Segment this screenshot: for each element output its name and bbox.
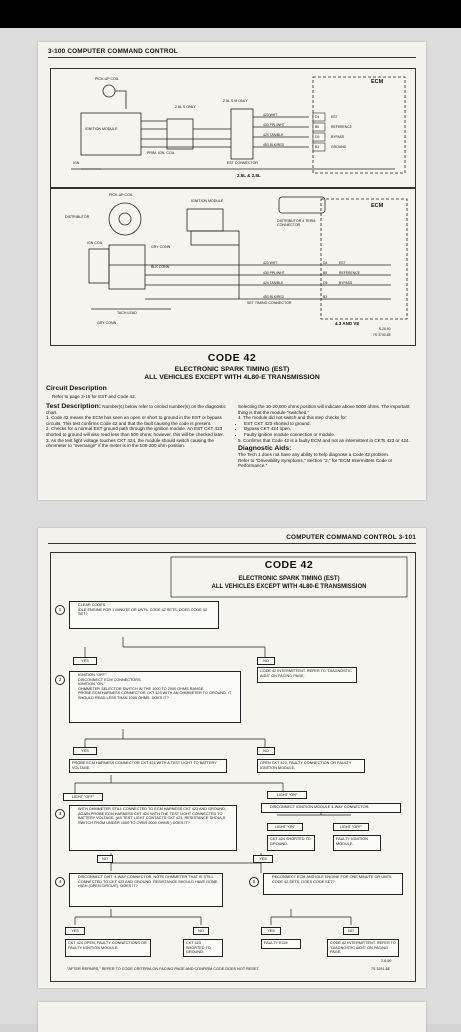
right-item-5: 5. Confirms that Code 42 is a faulty ECM and not an intermittent in CKTs 423 or 424. [238, 437, 410, 443]
wire-b4: 453 BLK/RED [263, 295, 285, 299]
diagram-ref: 7S 3700-6E [373, 333, 391, 337]
func-2: REFERENCE [331, 125, 352, 129]
chart-code-title: CODE 42 [264, 559, 314, 571]
diagnostic-chart [50, 552, 416, 982]
circuit-text: Refer to page 3-15 for EST and Code 42. [52, 394, 136, 399]
diagnostic-aids-text: The Tech 1 does not have any ability to help diagnose a Code 42 problem. [238, 452, 390, 458]
ckt423-shorted-result: CKT 423 SHORTED TO GROUND. [183, 939, 223, 957]
test-description [46, 404, 230, 449]
ign-coil-label: IGN COIL [87, 241, 103, 245]
set-timing-label: SET TIMING CONNECTOR [247, 301, 292, 305]
step-5-marker: 5 [249, 877, 259, 887]
wiring-diagram-4.3-v8 [50, 188, 416, 346]
step-2-line-5: • PROBE ECM HARNESS CONNECTOR CKT 423 WITH AN OHMMETER TO GROUND. IT SHOULD READ LESS THAN 1000 OHMS. DOES IT? [78, 691, 238, 700]
tach-lead-label: TACH LEAD [117, 311, 137, 315]
ignition-module-label: IGNITION MODULE [85, 127, 118, 131]
step-2-marker: 2 [55, 675, 65, 685]
bullet-3: • Faulty ignition module connection or module. [244, 432, 420, 438]
step-1-line-1: • CLEAR CODES. [78, 603, 216, 608]
step-5-box [263, 873, 403, 895]
engine-label: 4.3 AND V8 [335, 321, 359, 326]
no-5-result: CODE 42 INTERMITTENT. REFER TO "DIAGNOSTIC AIDS" ON FACING PAGE. [327, 939, 399, 957]
ignition-module-label-2: IGNITION MODULE [191, 199, 224, 203]
chart-subtitle-1: ELECTRONIC SPARK TIMING (EST) [238, 576, 340, 582]
gry-conn-label: GRY CONN [151, 245, 171, 249]
yes-2-action: PROBE ECM HARNESS CONNECTOR CKT 424 WITH A TEST LIGHT TO BATTERY VOLTAGE. [69, 759, 227, 773]
test-item-2: 2. Checks for a normal EST ground path through the ignition module. An EST CKT 423 shorted to ground will also read less than 500 ohms; however, this will be checked later. [46, 426, 224, 437]
pin-3: D5 [315, 135, 320, 139]
light-on-label-2: LIGHT "ON" [267, 823, 303, 831]
wire-b1: 423 WHT [263, 261, 278, 265]
est-connector-label: EST CONNECTOR [227, 161, 259, 165]
gry-conn2-label: GRY CONN [97, 321, 117, 325]
ckt424-shorted-result: CKT 424 SHORTED TO GROUND. [267, 835, 315, 851]
code-title: CODE 42 [207, 352, 257, 364]
no-2-result: OPEN CKT 423, FAULTY CONNECTION OR FAULTY IGNITION MODULE. [257, 759, 365, 773]
step-4-text: • DISCONNECT DIST. 4-WAY CONNECTOR. NOTE OHMMETER THAT IS STILL CONNECTED TO CKT 423 AND GROUND. RESISTANCE SHOULD HAVE GONE HIGH (OPEN CIRCUIT). DOES IT? [78, 875, 220, 889]
step-4-box [69, 873, 223, 907]
step-3-marker: 3 [55, 809, 65, 819]
chart-ref: 7S 3291-6E [371, 967, 390, 971]
circuit-heading: Circuit Description [46, 385, 107, 392]
step-3-box [69, 805, 237, 851]
wire-b2: 430 PPL/WHT [263, 271, 285, 275]
ecm-label: ECM [371, 79, 384, 85]
pin-b1: D4 [323, 261, 328, 265]
test-item-1: 1. Code 42 means the ECM has seen an open or short to ground in the EST or bypass circuits. This test confirms Code 42 and that the fault causing the code is present. [46, 415, 222, 426]
engines-label: 2.5L & 2.8L [237, 173, 261, 178]
faulty-module-result: FAULTY IGNITION MODULE. [333, 835, 381, 851]
pin-1: D4 [315, 115, 320, 119]
top-bar [0, 0, 461, 28]
no-label-4: NO [193, 927, 209, 935]
subtitle-2: ALL VEHICLES EXCEPT WITH 4L80-E TRANSMISSION [144, 374, 320, 381]
wire-2: 430 PPL/WHT [263, 123, 285, 127]
light-off-label-2: LIGHT "OFF" [333, 823, 369, 831]
pickup-coil-label-2: PICK-UP COIL [109, 193, 133, 197]
faulty-ecm-result: FAULTY ECM [261, 939, 301, 949]
func-4: GROUND [331, 145, 347, 149]
pin-2: B5 [315, 125, 320, 129]
yes-label-3: YES [253, 855, 273, 863]
test-intro: Number(s) below refer to circled number(s) on the diagnostic chart. [46, 404, 226, 415]
diagnostic-aids-heading: Diagnostic Aids: [238, 445, 292, 453]
next-page-partial [38, 1002, 426, 1032]
ckt424-open-result: CKT 424 OPEN, FAULTY CONNECTIONS OR FAULTY IGNITION MODULE. [65, 939, 151, 957]
right-col-text: Selecting the 10-20,000 ohms position will indicate above 5000 ohms. The important thing is that the module "switched." [238, 404, 410, 415]
no-label-2: NO [257, 747, 275, 755]
wire-1: 423 WHT [263, 113, 278, 117]
wire-4: 453 BLK/RED [263, 143, 285, 147]
no-label-3: NO [97, 855, 113, 863]
subtitle-1: ELECTRONIC SPARK TIMING (EST) [174, 366, 290, 373]
page-header: 3-100 COMPUTER COMMAND CONTROL [48, 48, 178, 55]
pin-b3: D5 [323, 281, 328, 285]
yes-label-2: YES [73, 747, 97, 755]
page-3-100 [38, 42, 426, 500]
diagnostic-aids-text-2: Refer to "Driveability Symptoms," Section "2," for "ECM Intermittent Code or Performance." [238, 457, 393, 469]
prim-coil-label: PRIM. IGN. COIL [147, 151, 175, 155]
func-3: BYPASS [331, 135, 345, 139]
step-2-box [69, 671, 241, 723]
light-on-action [261, 803, 401, 813]
yes-label-4: YES [65, 927, 85, 935]
step-2-line-4: • OHMMETER SELECTOR SWITCH IN THE 1000 TO 2000 OHMS RANGE. [78, 687, 238, 692]
engine-note-label: 2.5L S.M ONLY [223, 99, 248, 103]
blk-conn-label: BLK CONN [151, 265, 170, 269]
step-5-text: • RECONNECT ECM AND IDLE ENGINE FOR ONE MINUTE OR UNTIL CODE 42 SETS. DOES CODE SET? [272, 875, 400, 884]
chart-footer: "AFTER REPAIRS," REFER TO CODE CRITERIA ON FACING PAGE AND CONFIRM CODE DOES NOT RESET. [67, 967, 260, 971]
wire-b3: 424 TAN/BLK [263, 281, 284, 285]
step-2-line-2: • DISCONNECT ECM CONNECTORS. [78, 678, 238, 683]
yes-label-5: YES [261, 927, 281, 935]
bullet-1: • EST CKT 423 shorted to ground. [244, 421, 420, 427]
ecm-label-2: ECM [371, 203, 384, 209]
chart-subtitle-2: ALL VEHICLES EXCEPT WITH 4L80-E TRANSMISSION [211, 584, 367, 590]
right-item-4: 4. The module did not switch and this step checks for: [238, 415, 348, 421]
wire-3: 424 TAN/BLK [263, 133, 284, 137]
test-heading: Test Description: [46, 403, 102, 410]
step-1-line-2: • IDLE ENGINE FOR 1 MINUTE OR UNTIL CODE 42 SETS. DOES CODE 42 SET? [78, 608, 216, 617]
light-on-label: LIGHT "ON" [267, 791, 307, 799]
ign-label: IGN [73, 161, 80, 165]
light-on-action-text: • DISCONNECT IGNITION MODULE 4-WAY CONNECTOR. [270, 805, 398, 810]
func-1: EST [331, 115, 338, 119]
pin-4: B3 [315, 145, 320, 149]
engine-note2-label: 2.8L S ONLY [175, 105, 196, 109]
step-3-text: • WITH OHMMETER STILL CONNECTED TO ECM HARNESS CKT 423 AND GROUND, AGAIN PROBE ECM HARNESS CKT 424 WITH THE TEST LIGHT CONNECTED TO BATTERY VOLTAGE. (AS TEST LIGHT CONTACTS CKT 424, RESISTANCE SHOULD SWITCH FROM UNDER 1000 TO OVER 2000 OHMS.) DOES IT? [78, 807, 234, 825]
no-label-1: NO [257, 657, 275, 665]
step-1-marker: 1 [55, 605, 65, 615]
step-4-marker: 4 [55, 877, 65, 887]
right-bullets [238, 421, 420, 438]
header-rule [48, 57, 416, 58]
func-b2: REFERENCE [339, 271, 360, 275]
distributor-label: DISTRIBUTOR [65, 215, 90, 219]
no-label-5: NO [343, 927, 359, 935]
page-3-101 [38, 528, 426, 988]
yes-label-1: YES [73, 657, 97, 665]
step-2-line-1: • IGNITION "OFF." [78, 673, 238, 678]
func-b1: EST [339, 261, 346, 265]
header-rule-2 [48, 543, 416, 544]
func-b3: BYPASS [339, 281, 353, 285]
test-item-3: 3. As the test light voltage touches CKT 424, the module should switch causing the ohmmeter to "overrange" if the meter is in the 100-200 ohm position. [46, 437, 214, 449]
pin-b2: B5 [323, 271, 328, 275]
step-2-line-3: • IGNITION "ON." [78, 682, 238, 687]
pickup-coil-label: PICK-UP COIL [95, 77, 119, 81]
dist-conn-label: DISTRIBUTOR 4 TERM. CONNECTOR [277, 219, 317, 227]
chart-date: 2-6-90 [381, 959, 392, 963]
bullet-2: • Bypass CKT 424 open. [244, 426, 420, 432]
no-1-result: CODE 42 INTERMITTENT. REFER TO "DIAGNOSTIC AIDS" ON FACING PAGE. [257, 667, 357, 683]
diagram-date: 5-26-90 [379, 327, 391, 331]
wiring-diagram-2.5l-2.8l [50, 68, 416, 188]
test-description-continued [238, 404, 420, 469]
light-off-label: LIGHT "OFF" [63, 793, 103, 801]
pin-b4: B3 [323, 295, 328, 299]
step-1-box [69, 601, 219, 629]
page-header-2: COMPUTER COMMAND CONTROL 3-101 [286, 534, 416, 541]
